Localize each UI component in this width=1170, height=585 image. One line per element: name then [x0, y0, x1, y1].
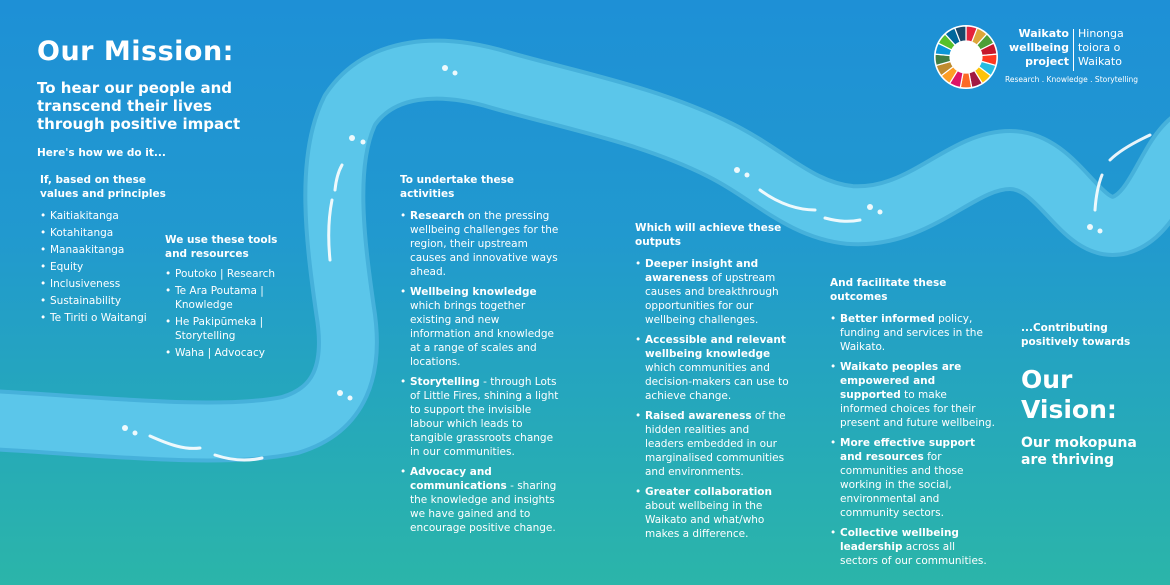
- list-item: • Kotahitanga: [40, 226, 170, 240]
- list-item: • Wellbeing knowledge which brings together existing and new information and knowledge at a range of scales and locations.: [400, 285, 560, 369]
- list-item: • Greater collaboration about wellbeing in the Waikato and what/who makes a difference.: [635, 485, 790, 541]
- vision-lead-text: ...Contributing positively towards: [1021, 322, 1131, 348]
- outputs-list: [635, 257, 790, 541]
- sdg-color-wheel-icon: [933, 24, 999, 90]
- tools-list: [165, 267, 295, 360]
- values-column: [40, 173, 170, 328]
- list-item: • Te Tiriti o Waitangi: [40, 311, 170, 325]
- list-item: • Inclusiveness: [40, 277, 170, 291]
- list-item: • He Pakipūmeka | Storytelling: [165, 315, 295, 343]
- mission-title: Our Mission:: [37, 36, 234, 67]
- list-item: • Equity: [40, 260, 170, 274]
- activities-list: [400, 209, 560, 535]
- outcomes-list: [830, 312, 995, 568]
- list-item: • More effective support and resources for communities and those working in the social, environmental and community sectors.: [830, 436, 995, 520]
- values-heading: If, based on these values and principles: [40, 174, 166, 200]
- brand-divider: [1073, 29, 1074, 71]
- outputs-column: [635, 221, 790, 547]
- values-list: [40, 209, 170, 325]
- list-item: • Te Ara Poutama | Knowledge: [165, 284, 295, 312]
- activities-heading: To undertake these activities: [400, 174, 514, 200]
- vision-text: Our mokopuna are thriving: [1021, 435, 1137, 468]
- list-item: • Accessible and relevant wellbeing knowledge which communities and decision-makers can use to achieve change.: [635, 333, 790, 403]
- outputs-heading: Which will achieve these outputs: [635, 222, 782, 248]
- list-item: • Poutoko | Research: [165, 267, 295, 281]
- activities-column: [400, 173, 560, 541]
- list-item: • Waikato peoples are empowered and supported to make informed choices for their present and future wellbeing.: [830, 360, 995, 430]
- brand-name-maori: Hinonga toiora o Waikato: [1078, 27, 1124, 68]
- list-item: • Research on the pressing wellbeing challenges for the region, their upstream causes and innovative ways ahead.: [400, 209, 560, 279]
- tools-column: [165, 233, 295, 363]
- list-item: • Raised awareness of the hidden realities and leaders embedded in our marginalised communities and environments.: [635, 409, 790, 479]
- outcomes-column: [830, 276, 995, 574]
- outcomes-heading: And facilitate these outcomes: [830, 277, 947, 303]
- list-item: • Deeper insight and awareness of upstream causes and breakthrough opportunities for our wellbeing challenges.: [635, 257, 790, 327]
- list-item: • Better informed policy, funding and services in the Waikato.: [830, 312, 995, 354]
- list-item: • Advocacy and communications - sharing the knowledge and insights we have gained and to encourage positive change.: [400, 465, 560, 535]
- list-item: • Kaitiakitanga: [40, 209, 170, 223]
- list-item: • Waha | Advocacy: [165, 346, 295, 360]
- brand-tagline: Research . Knowledge . Storytelling: [1005, 75, 1139, 84]
- list-item: • Collective wellbeing leadership across all sectors of our communities.: [830, 526, 995, 568]
- tools-heading: We use these tools and resources: [165, 234, 278, 260]
- mission-subtitle: To hear our people and transcend their lives through positive impact: [37, 79, 241, 133]
- list-item: • Manaakitanga: [40, 243, 170, 257]
- list-item: • Storytelling - through Lots of Little Fires, shining a light to support the invisible labour which leads to tangible grassroots change in our communities.: [400, 375, 560, 459]
- brand-name-english: Waikato wellbeing project: [1009, 27, 1069, 68]
- vision-title: Our Vision:: [1021, 365, 1117, 424]
- how-we-do-it-label: Here's how we do it...: [37, 147, 166, 159]
- list-item: • Sustainability: [40, 294, 170, 308]
